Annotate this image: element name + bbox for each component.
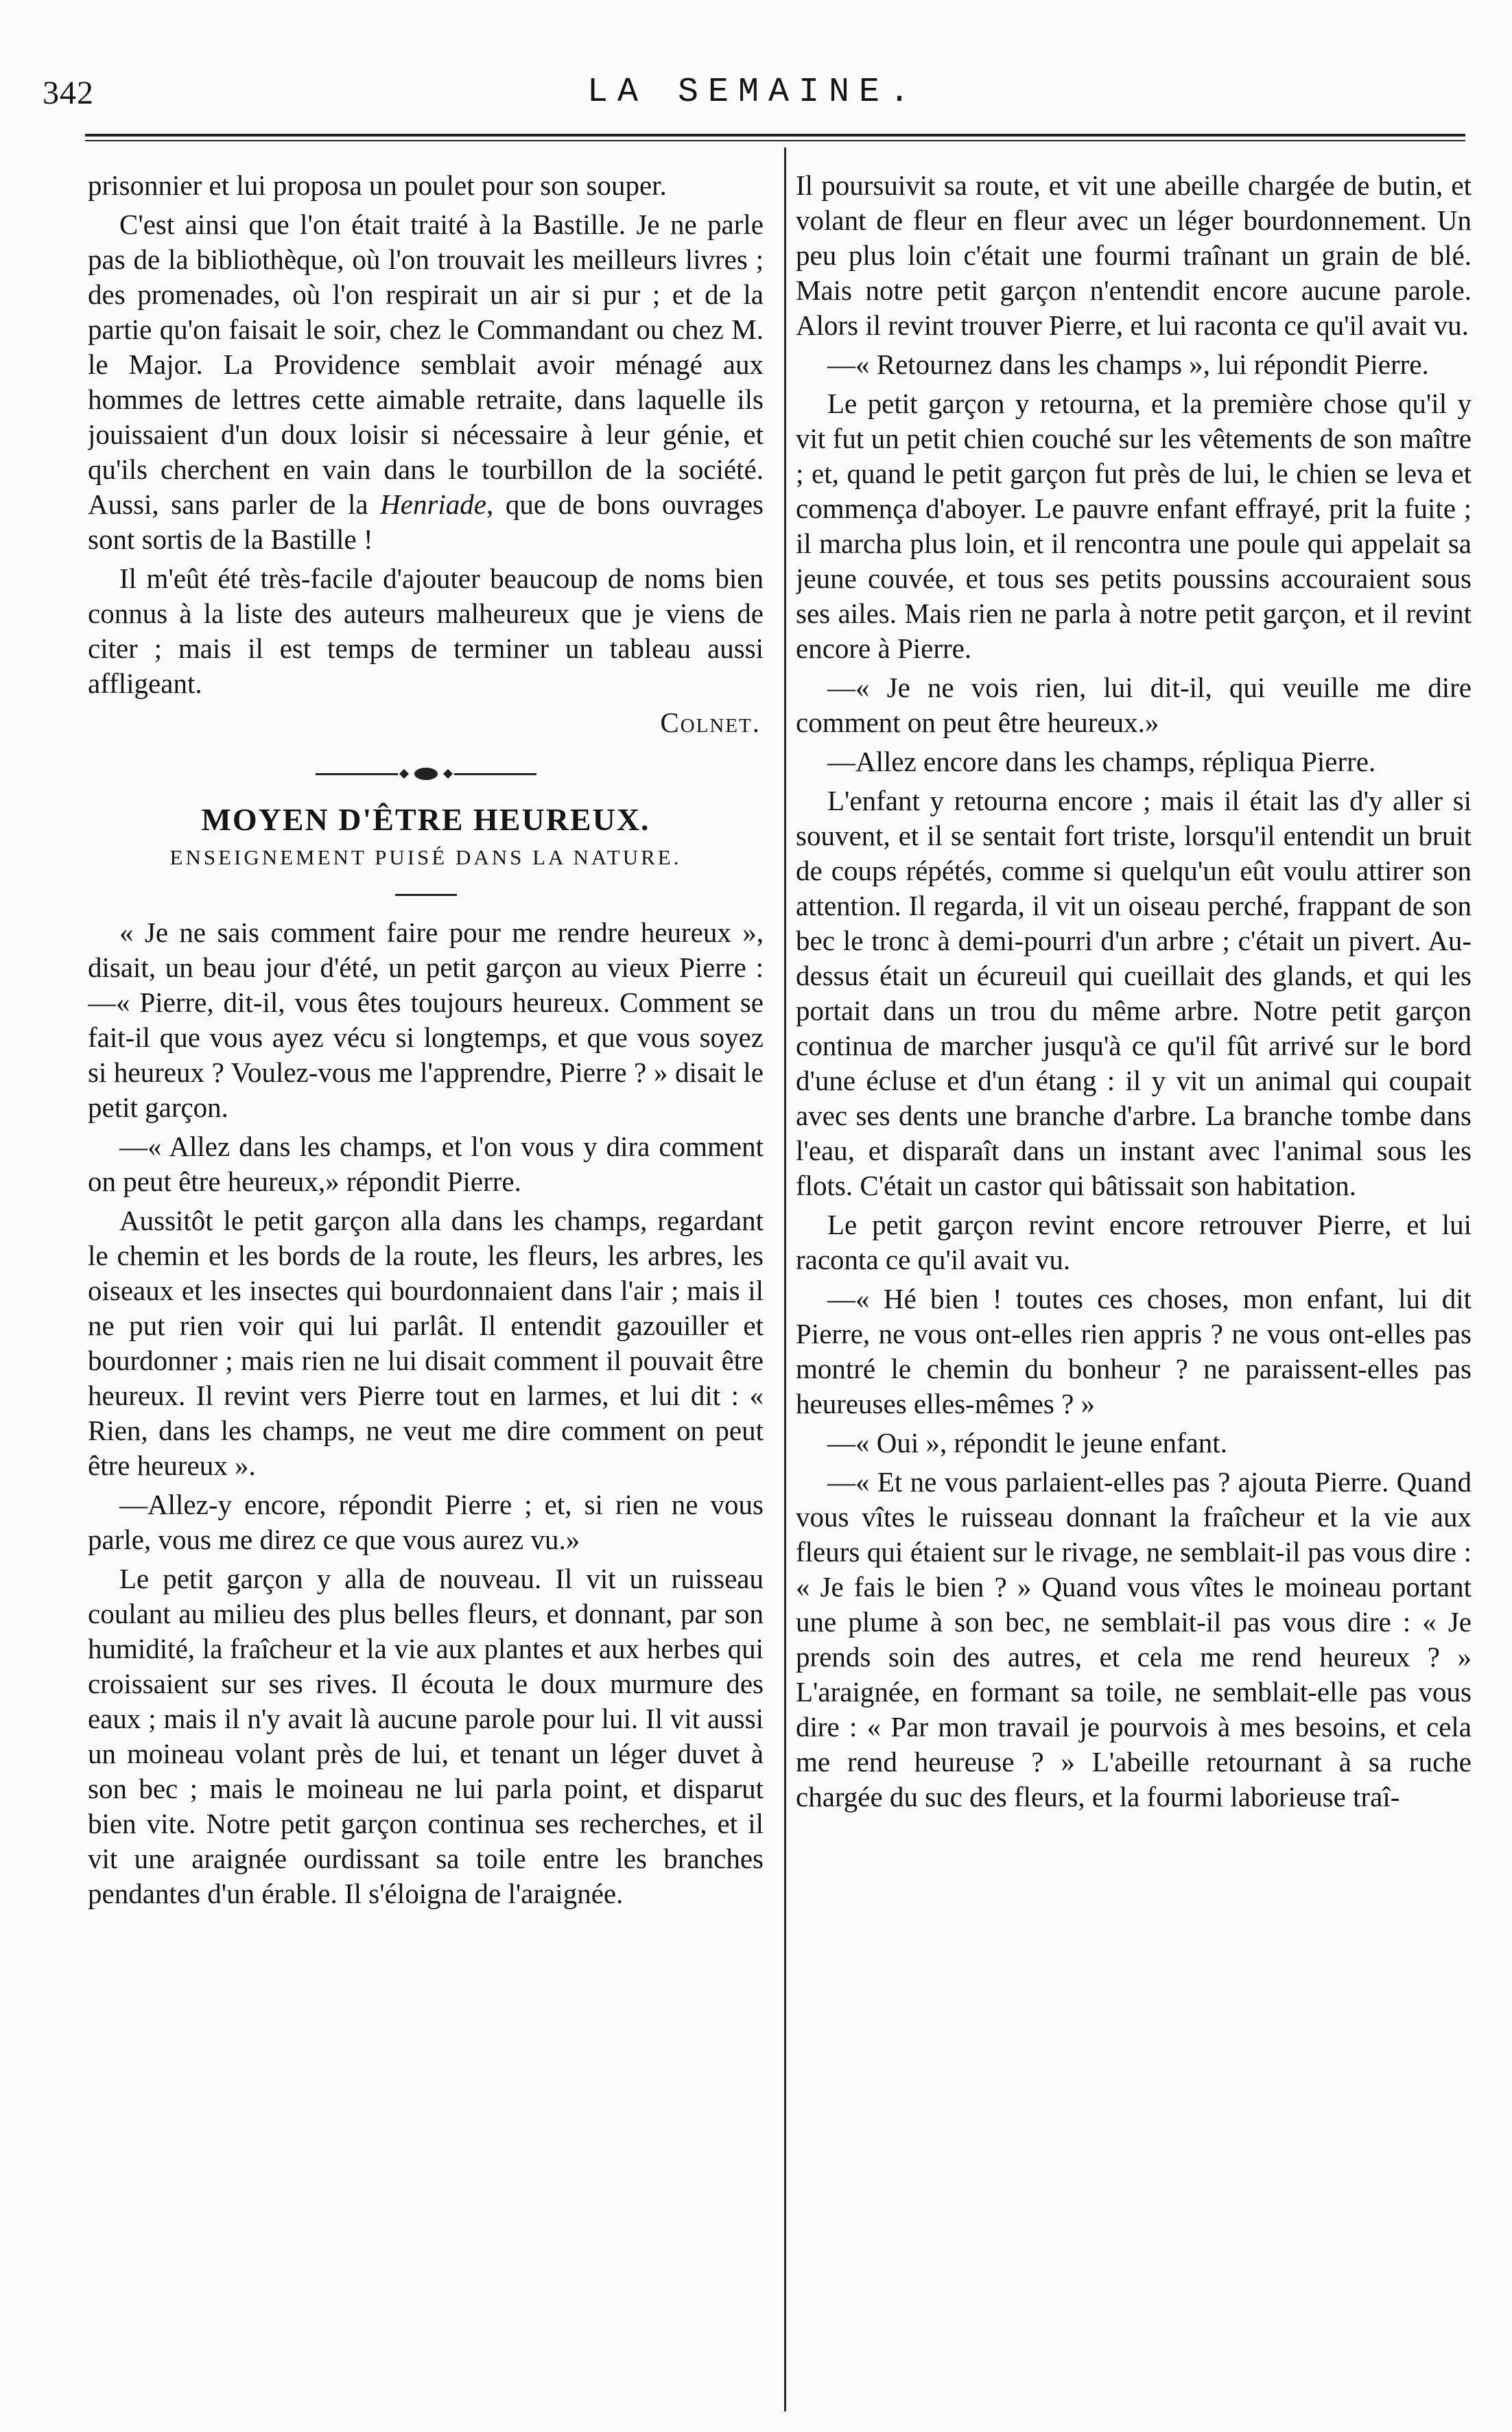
ornament-line [454, 773, 536, 775]
paragraph: Il m'eût été très-facile d'ajouter beaucoup de noms bien connus à la liste des auteurs malheureux que je viens de citer ; mais il est temps de terminer un tableau aussi affligeant. [88, 563, 764, 699]
left-column [88, 168, 764, 2418]
column-divider [784, 147, 786, 2411]
article-title: MOYEN D'ÊTRE HEUREUX. [201, 802, 650, 837]
paragraph: —Allez encore dans les champs, répliqua Pierre. [827, 746, 1376, 777]
short-rule [395, 894, 457, 896]
paragraph: Le petit garçon y retourna, et la première chose qu'il y vit fut un petit chien couché sur les vêtements de son maître ; et, quand le petit garçon fut près de lui, le chien se leva et commença d'aboyer. Le pauvre enfant effrayé, prit la fuite ; il marcha plus loin, et il rencontra une poule qui appelait sa jeune couvée, et tous ses petits poussins accouraient sous ses ailes. Mais rien ne parla à notre petit garçon, et il revint encore à Pierre. [796, 388, 1472, 664]
paragraph: Aussitôt le petit garçon alla dans les champs, regardant le chemin et les bords de la route, les fleurs, les arbres, les oiseaux et les insectes qui bourdonnaient dans l'air ; mais il ne put rien voir qui lui parlât. Il entendit gazouiller et bourdonner ; mais rien ne lui disait comment il pouvait être heureux. Il revint vers Pierre tout en larmes, et lui dit : « Rien, dans les champs, ne veut me dire comment on peut être heureux ». [88, 1205, 764, 1481]
header-rule-thin [85, 140, 1465, 141]
running-title: LA SEMAINE. [587, 73, 920, 112]
paragraph: Le petit garçon revint encore retrouver Pierre, et lui raconta ce qu'il avait vu. [796, 1209, 1472, 1275]
paragraph: —« Oui », répondit le jeune enfant. [827, 1427, 1227, 1459]
ornament-dot [442, 769, 452, 779]
ornament-knot [414, 768, 438, 780]
paragraph: —« Et ne vous parlaient-elles pas ? ajouta Pierre. Quand vous vîtes le ruisseau donnant la fraîcheur et la vie aux fleurs qui étaient sur le rivage, ne semblait-il pas vous dire : « Je fais le bien ? » Quand vous vîtes le moineau portant une plume à son bec, ne semblait-il pas vous dire : « Je prends soin des autres, et cela me rend heureux ? » L'araignée, en formant sa toile, ne semblait-elle pas vous dire : « Par mon travail je pourvois à mes besoins, et cela me rend heureuse ? » L'abeille retournant à sa ruche chargée du suc des fleurs, et la fourmi laborieuse traî- [796, 1466, 1472, 1813]
page-header [40, 67, 1467, 122]
section-ornament [88, 750, 764, 798]
paragraph: —Allez-y encore, répondit Pierre ; et, si rien ne vous parle, vous me direz ce que vous aurez vu.» [88, 1489, 764, 1555]
italic-title: Henriade [380, 488, 487, 520]
paragraph: —« Je ne vois rien, lui dit-il, qui veuille me dire comment on peut être heureux.» [796, 672, 1472, 738]
paragraph-text: , que de bons ouvrages sont sortis de la Bastille ! [88, 488, 764, 555]
ornament-dot [399, 769, 408, 779]
right-column [796, 168, 1472, 2418]
page-number: 342 [43, 75, 94, 111]
paragraph: prisonnier et lui proposa un poulet pour son souper. [88, 169, 667, 201]
paragraph-text: C'est ainsi que l'on était traité à la Bastille. Je ne parle pas de la bibliothèque, où l'on trouvait les meilleurs livres ; des promenades, où l'on respirait un air si pur ; et de la partie qu'on faisait le soir, chez le Commandant ou chez M. le Major. La Providence semblait avoir ménagé aux hommes de lettres cette aimable retraite, dans laquelle ils jouissaient d'un doux loisir si nécessaire à leur génie, et qu'ils cherchent en vain dans le tourbillon de la société. Aussi, sans parler de la [88, 209, 764, 520]
header-rule-thick [85, 134, 1465, 137]
paragraph [88, 207, 764, 557]
paragraph: « Je ne sais comment faire pour me rendre heureux », disait, un beau jour d'été, un petit garçon au vieux Pierre :—« Pierre, dit-il, vous êtes toujours heureux. Comment se fait-il que vous ayez vécu si longtemps, et que vous soyez si heureux ? Voulez-vous me l'apprendre, Pierre ? » disait le petit garçon. [88, 917, 764, 1123]
article-subtitle: ENSEIGNEMENT PUISÉ DANS LA NATURE. [169, 845, 682, 869]
paragraph: Il poursuivit sa route, et vit une abeille chargée de butin, et volant de fleur en fleur avec un léger bourdonnement. Un peu plus loin c'était une fourmi traînant un grain de blé. Mais notre petit garçon n'entendit encore aucune parole. Alors il revint trouver Pierre, et lui raconta ce qu'il avait vu. [796, 169, 1472, 341]
paragraph: —« Allez dans les champs, et l'on vous y dira comment on peut être heureux,» répondit Pierre. [88, 1131, 764, 1197]
ornament-line [316, 773, 398, 775]
paragraph: —« Hé bien ! toutes ces choses, mon enfant, lui dit Pierre, ne vous ont-elles rien appris ? ne vous ont-elles pas montré le chemin du bonheur ? ne paraissent-elles pas heureuses elles-mêmes ? » [796, 1283, 1472, 1419]
paragraph: Le petit garçon y alla de nouveau. Il vit un ruisseau coulant au milieu des plus belles fleurs, et donnant, par son humidité, la fraîcheur et la vie aux plantes et aux herbes qui croissaient sur ses rives. Il écouta le doux murmure des eaux ; mais il n'y avait là aucune parole pour lui. Il vit aussi un moineau volant près de lui, et tenant un léger duvet à son bec ; mais le moineau ne lui parla point, et disparut bien vite. Notre petit garçon continua ses recherches, et il vit une araignée ourdissant sa toile entre les branches pendantes d'un érable. Il s'éloigna de l'araignée. [88, 1563, 764, 1909]
paragraph: —« Retournez dans les champs », lui répondit Pierre. [827, 349, 1429, 380]
author-signature: Colnet. [660, 707, 761, 738]
paragraph: L'enfant y retourna encore ; mais il était las d'y aller si souvent, et il se sentait fort triste, lorsqu'il entendit un bruit de coups répétés, comme si quelqu'un eût voulu attirer son attention. Il regarda, il vit un oiseau perché, frappant de son bec le tronc à demi-pourri d'un arbre ; c'était un pivert. Au-dessus était un écureuil qui cueillait des glands, et qui les portait dans un trou du même arbre. Notre petit garçon continua de marcher jusqu'à ce qu'il fût arrivé sur le bord d'une écluse et d'un étang : il y vit un animal qui coupait avec ses dents une branche d'arbre. La branche tombe dans l'eau, et disparaît dans un instant avec l'animal sous les flots. C'était un castor qui bâtissait son habitation. [796, 785, 1472, 1201]
